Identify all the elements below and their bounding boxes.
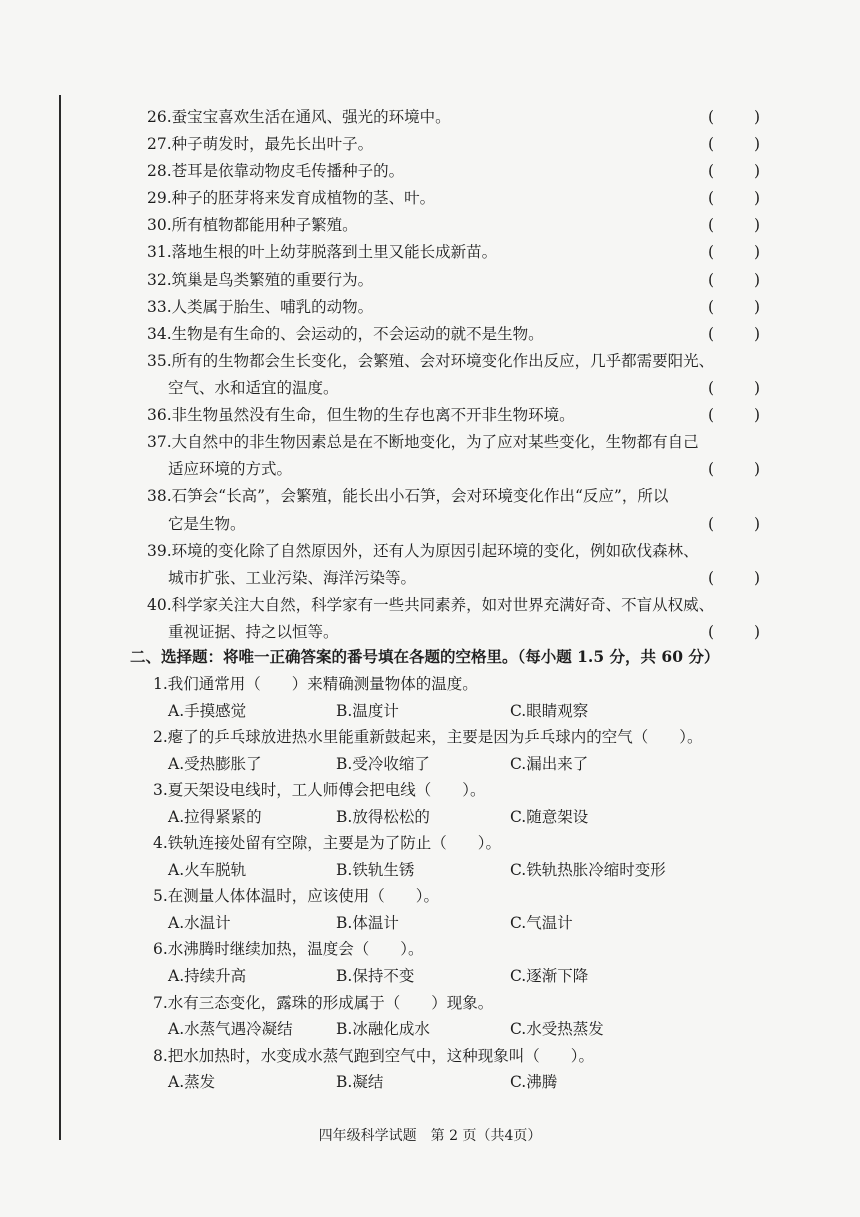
mc-question [0,991,860,1015]
paren-close: ) [753,216,760,234]
tf-question-text: 31.落地生根的叶上幼芽脱落到土里又能长成新苗。 [147,243,498,261]
mc-option: C.水受热蒸发 [510,1020,604,1038]
tf-question-text: 28.苍耳是依靠动物皮毛传播种子的。 [147,162,405,180]
mc-option: C.眼睛观察 [510,702,589,720]
paren-close: ) [753,189,760,207]
tf-item-line [0,403,860,427]
tf-question-text: 27.种子萌发时，最先长出叶子。 [147,135,374,153]
mc-option: B.受冷收缩了 [336,755,430,773]
paren-open: ( [708,298,715,316]
tf-item-line [0,430,860,454]
paren-close: ) [753,108,760,126]
mc-question [0,778,860,802]
mc-question-text: 2.瘪了的乒乓球放进热水里能重新鼓起来，主要是因为乒乓球内的空气（ ）。 [153,728,703,746]
mc-option: A.水温计 [168,914,231,932]
tf-item-line [0,240,860,264]
mc-question [0,937,860,961]
mc-question-text: 3.夏天架设电线时，工人师傅会把电线（ ）。 [153,781,486,799]
mc-options [0,752,860,776]
mc-option: A.手摸感觉 [168,702,247,720]
mc-question-text: 6.水沸腾时继续加热，温度会（ ）。 [153,940,424,958]
paren-open: ( [708,135,715,153]
tf-item-line [0,376,860,400]
paren-close: ) [753,243,760,261]
mc-options [0,699,860,723]
tf-item-line [0,539,860,563]
tf-item-line [0,484,860,508]
paren-open: ( [708,623,715,641]
mc-option: B.保持不变 [336,967,415,985]
tf-question-text: 30.所有植物都能用种子繁殖。 [147,216,358,234]
tf-item-line [0,159,860,183]
section-2-header [0,645,860,669]
mc-option: B.冰融化成水 [336,1020,430,1038]
mc-option: C.逐渐下降 [510,967,589,985]
tf-item-line [0,295,860,319]
paren-open: ( [708,379,715,397]
mc-question-text: 8.把水加热时，水变成水蒸气跑到空气中，这种现象叫（ ）。 [153,1047,595,1065]
mc-option: B.温度计 [336,702,399,720]
mc-option: A.水蒸气遇冷凝结 [168,1020,293,1038]
tf-item-line [0,457,860,481]
tf-question-text: 适应环境的方式。 [168,460,293,478]
paren-close: ) [753,406,760,424]
section-title: 二、选择题：将唯一正确答案的番号填在各题的空格里。（每小题 1.5 分，共 60 分） [130,647,720,666]
tf-question-text: 36.非生物虽然没有生命，但生物的生存也离不开非生物环境。 [147,406,575,424]
page-footer: 四年级科学试题 第 2 页（共4页） [318,1128,542,1144]
mc-question-text: 5.在测量人体体温时，应该使用（ ）。 [153,887,440,905]
paren-close: ) [753,271,760,289]
tf-item-line [0,132,860,156]
tf-item-line [0,186,860,210]
paren-close: ) [753,515,760,533]
mc-question-text: 7.水有三态变化，露珠的形成属于（ ）现象。 [153,994,494,1012]
paren-close: ) [753,460,760,478]
mc-options [0,1017,860,1041]
paren-close: ) [753,298,760,316]
mc-option: C.漏出来了 [510,755,589,773]
paren-close: ) [753,135,760,153]
paren-open: ( [708,271,715,289]
tf-question-text: 40.科学家关注大自然，科学家有一些共同素养，如对世界充满好奇、不盲从权威、 [147,596,715,614]
mc-question [0,672,860,696]
tf-question-text: 重视证据、持之以恒等。 [168,623,339,641]
paren-open: ( [708,243,715,261]
mc-option: A.火车脱轨 [168,861,247,879]
mc-question-text: 4.铁轨连接处留有空隙，主要是为了防止（ ）。 [153,834,502,852]
tf-question-text: 35.所有的生物都会生长变化，会繁殖、会对环境变化作出反应，几乎都需要阳光、 [147,352,715,370]
mc-question-text: 1.我们通常用（ ）来精确测量物体的温度。 [153,675,478,693]
paren-open: ( [708,162,715,180]
tf-item-line [0,322,860,346]
tf-item-line [0,105,860,129]
tf-question-text: 38.石笋会“长高”，会繁殖，能长出小石笋，会对环境变化作出“反应”，所以 [147,487,669,505]
paren-close: ) [753,569,760,587]
tf-item-line [0,593,860,617]
tf-item-line [0,566,860,590]
tf-question-text: 32.筑巢是鸟类繁殖的重要行为。 [147,271,374,289]
paren-open: ( [708,515,715,533]
paren-close: ) [753,623,760,641]
tf-item-line [0,349,860,373]
mc-question [0,725,860,749]
tf-item-line [0,268,860,292]
paren-open: ( [708,325,715,343]
tf-item-line [0,620,860,644]
mc-option: C.随意架设 [510,808,589,826]
tf-question-text: 26.蚕宝宝喜欢生活在通风、强光的环境中。 [147,108,451,126]
mc-question [0,831,860,855]
mc-option: B.凝结 [336,1073,384,1091]
paren-open: ( [708,460,715,478]
mc-options [0,964,860,988]
paren-open: ( [708,406,715,424]
paren-open: ( [708,216,715,234]
mc-option: B.放得松松的 [336,808,430,826]
mc-option: B.体温计 [336,914,399,932]
tf-question-text: 39.环境的变化除了自然原因外，还有人为原因引起环境的变化，例如砍伐森林、 [147,542,699,560]
tf-question-text: 33.人类属于胎生、哺乳的动物。 [147,298,374,316]
tf-question-text: 它是生物。 [168,515,246,533]
mc-option: A.持续升高 [168,967,247,985]
tf-question-text: 34.生物是有生命的、会运动的，不会运动的就不是生物。 [147,325,544,343]
paren-open: ( [708,108,715,126]
paren-close: ) [753,325,760,343]
tf-question-text: 29.种子的胚芽将来发育成植物的茎、叶。 [147,189,436,207]
mc-option: A.拉得紧紧的 [168,808,262,826]
mc-option: A.蒸发 [168,1073,216,1091]
mc-options [0,858,860,882]
paren-open: ( [708,189,715,207]
tf-question-text: 城市扩张、工业污染、海洋污染等。 [168,569,417,587]
tf-item-line [0,213,860,237]
mc-question [0,884,860,908]
paren-close: ) [753,379,760,397]
tf-question-text: 空气、水和适宜的温度。 [168,379,339,397]
paren-close: ) [753,162,760,180]
mc-question [0,1044,860,1068]
tf-item-line [0,512,860,536]
tf-question-text: 37.大自然中的非生物因素总是在不断地变化，为了应对某些变化，生物都有自己 [147,433,699,451]
mc-option: C.气温计 [510,914,573,932]
mc-option: A.受热膨胀了 [168,755,262,773]
mc-option: C.沸腾 [510,1073,558,1091]
mc-option: B.铁轨生锈 [336,861,415,879]
mc-option: C.铁轨热胀冷缩时变形 [510,861,666,879]
mc-options [0,911,860,935]
mc-options [0,1070,860,1094]
paren-open: ( [708,569,715,587]
mc-options [0,805,860,829]
